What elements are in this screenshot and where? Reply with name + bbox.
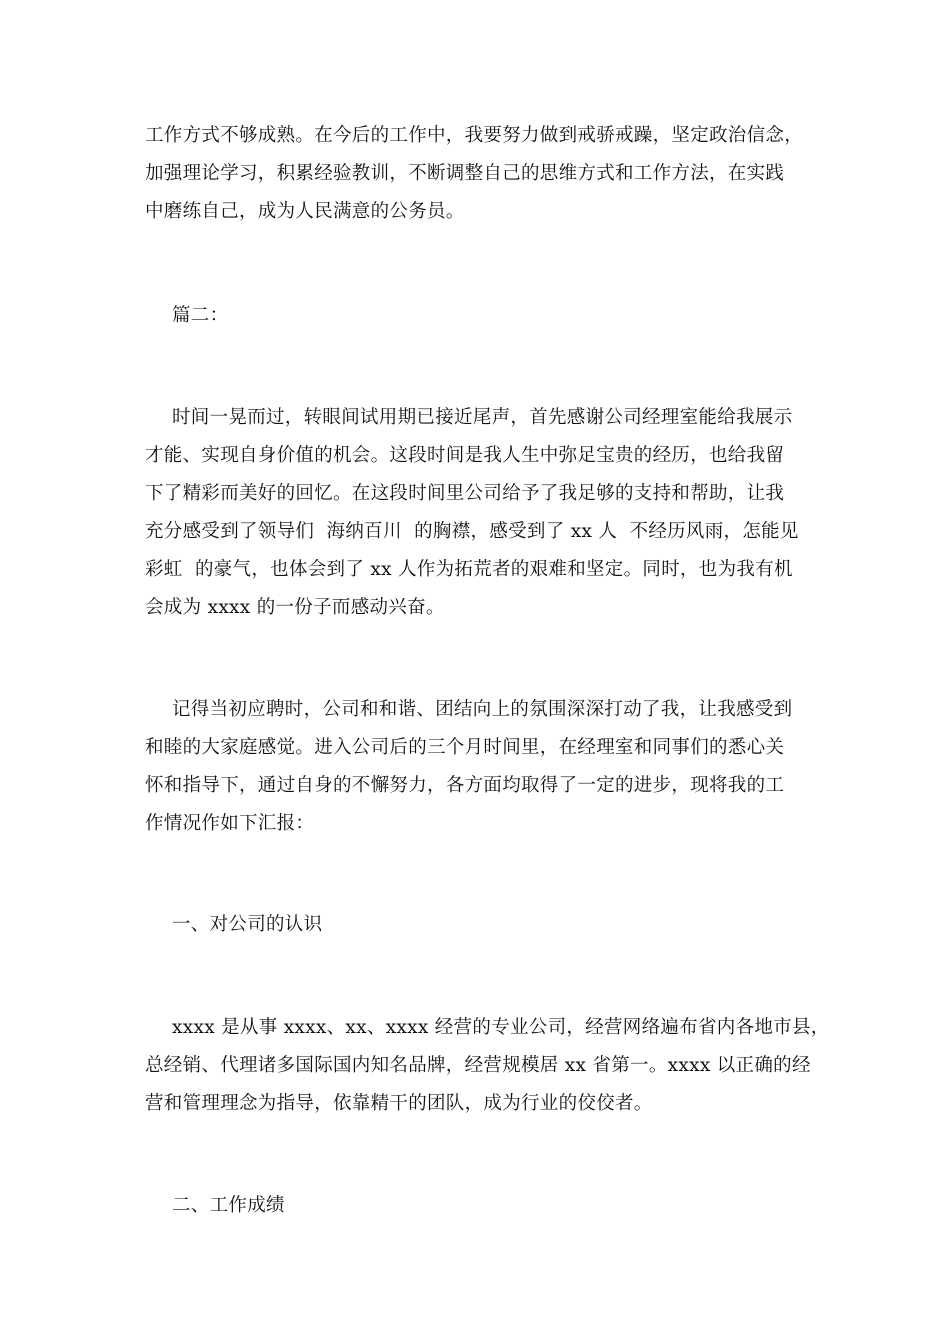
paragraph-2-line-6: 会成为 xxxx 的一份子而感动兴奋。 (145, 597, 445, 618)
paragraph-4-line-3: 营和管理理念为指导，依靠精干的团队，成为行业的佼佼者。 (145, 1093, 653, 1114)
paragraph-1-line-3: 中磨练自己，成为人民满意的公务员。 (145, 201, 465, 222)
paragraph-2-line-1: 时间一晃而过，转眼间试用期已接近尾声，首先感谢公司经理室能给我展示 (172, 407, 793, 428)
paragraph-2-line-2: 才能、实现自身价值的机会。这段时间是我人生中弥足宝贵的经历，也给我留 (145, 445, 785, 466)
paragraph-3-line-3: 怀和指导下，通过自身的不懈努力，各方面均取得了一定的进步，现将我的工 (145, 775, 785, 796)
paragraph-2-line-4: 充分感受到了领导们 海纳百川 的胸襟，感受到了 xx 人 不经历风雨，怎能见 (145, 521, 799, 542)
paragraph-4-line-2: 总经销、代理诸多国际国内知名品牌，经营规模居 xx 省第一。xxxx 以正确的经 (145, 1055, 811, 1076)
section-1-heading: 一、对公司的认识 (172, 914, 323, 935)
paragraph-1-line-1: 工作方式不够成熟。在今后的工作中，我要努力做到戒骄戒躁，坚定政治信念， (145, 125, 804, 146)
part-two-heading: 篇二： (172, 305, 229, 326)
paragraph-3-line-4: 作情况作如下汇报： (145, 813, 315, 834)
paragraph-2-line-5: 彩虹 的豪气，也体会到了 xx 人作为拓荒者的艰难和坚定。同时，也为我有机 (145, 559, 793, 580)
paragraph-2-line-3: 下了精彩而美好的回忆。在这段时间里公司给予了我足够的支持和帮助，让我 (145, 483, 785, 504)
paragraph-1-line-2: 加强理论学习，积累经验教训，不断调整自己的思维方式和工作方法，在实践 (145, 163, 785, 184)
paragraph-3-line-2: 和睦的大家庭感觉。进入公司后的三个月时间里，在经理室和同事们的悉心关 (145, 737, 785, 758)
paragraph-4-line-1: xxxx 是从事 xxxx、xx、xxxx 经营的专业公司，经营网络遍布省内各地市县， (172, 1017, 830, 1038)
paragraph-3-line-1: 记得当初应聘时，公司和和谐、团结向上的氛围深深打动了我，让我感受到 (172, 699, 793, 720)
section-2-heading: 二、工作成绩 (172, 1195, 285, 1216)
